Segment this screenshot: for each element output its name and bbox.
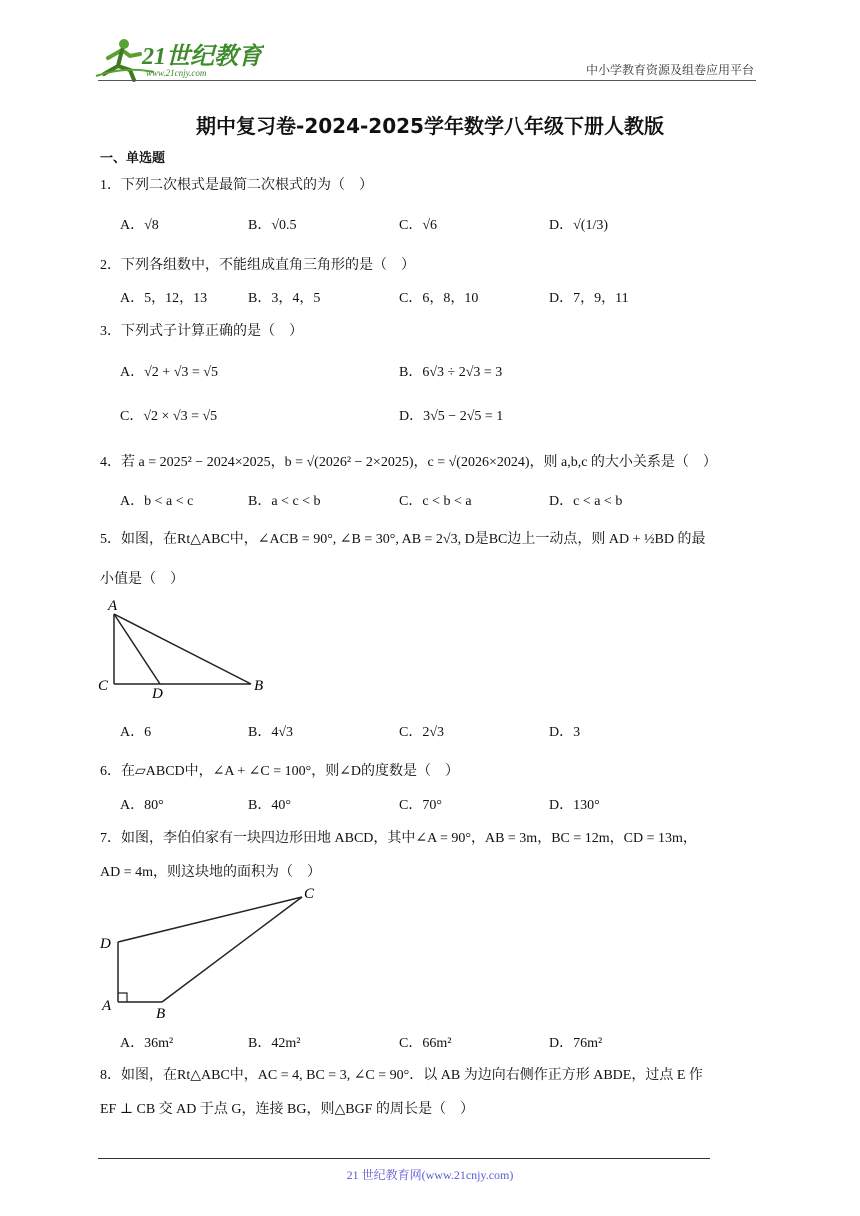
question-5-stem-line1: 5．如图，在Rt△ABC中，∠ACB = 90°, ∠B = 30°, AB = 2√3, D是BC边上一动点，则 AD + ½BD 的最 (100, 532, 706, 547)
question-7-option-d[interactable]: D．76m² (549, 1036, 603, 1051)
fig7-label-c: C (304, 886, 315, 902)
question-2-option-a[interactable]: A．5，12，13 (120, 291, 208, 306)
question-6-option-b[interactable]: B．40° (248, 798, 291, 813)
question-2-option-c[interactable]: C．6，8，10 (399, 291, 479, 306)
question-5-option-b[interactable]: B．4√3 (248, 725, 294, 740)
fig5-label-d: D (152, 686, 163, 700)
question-3-option-b[interactable]: B．6√3 ÷ 2√3 = 3 (399, 365, 503, 380)
fig5-label-c: C (98, 678, 109, 694)
question-3-option-a[interactable]: A．√2 + √3 = √5 (120, 365, 218, 380)
question-5-option-c[interactable]: C．2√3 (399, 725, 445, 740)
site-logo (94, 36, 264, 82)
question-2-option-b[interactable]: B．3，4，5 (248, 291, 321, 306)
question-3-stem: 3．下列式子计算正确的是（ ） (100, 324, 303, 339)
question-6-option-c[interactable]: C．70° (399, 798, 442, 813)
question-5-option-a[interactable]: A．6 (120, 725, 152, 740)
header-divider (98, 80, 756, 81)
footer-divider (98, 1158, 710, 1159)
question-6-stem: 6．在▱ABCD中，∠A + ∠C = 100°，则∠D的度数是（ ） (100, 764, 460, 779)
question-7-option-a[interactable]: A．36m² (120, 1036, 174, 1051)
question-2-option-d[interactable]: D．7，9，11 (549, 291, 629, 306)
question-1-stem: 1．下列二次根式是最简二次根式的为（ ） (100, 178, 373, 193)
logo-url: www.21cnjy.com (146, 68, 207, 78)
question-6-option-a[interactable]: A．80° (120, 798, 164, 813)
question-7-stem-line2: AD = 4m，则这块地的面积为（ ） (100, 865, 322, 880)
fig7-label-d: D (100, 936, 111, 952)
question-3-option-c[interactable]: C．√2 × √3 = √5 (120, 409, 218, 424)
question-1-option-a[interactable]: A．√8 (120, 218, 159, 233)
fig5-label-a: A (108, 598, 118, 614)
question-2-stem: 2．下列各组数中，不能组成直角三角形的是（ ） (100, 258, 415, 273)
section-heading: 一、单选题 (100, 151, 166, 166)
question-7-stem-line1: 7．如图，李伯伯家有一块四边形田地 ABCD，其中∠A = 90°，AB = 3m，BC = 12m，CD = 13m， (100, 831, 697, 846)
logo-text: 21世纪教育 (142, 44, 262, 70)
question-8-stem-line2: EF ⊥ CB 交 AD 于点 G，连接 BG，则△BGF 的周长是（ ） (100, 1102, 474, 1117)
question-8-stem-line1: 8．如图，在Rt△ABC中，AC = 4, BC = 3, ∠C = 90°．以 AB 为边向右侧作正方形 ABDE，过点 E 作 (100, 1068, 703, 1083)
question-1-option-b[interactable]: B．√0.5 (248, 218, 297, 233)
fig7-label-b: B (156, 1006, 166, 1020)
question-4-option-b[interactable]: B．a < c < b (248, 494, 321, 509)
question-3-option-d[interactable]: D．3√5 − 2√5 = 1 (399, 409, 504, 424)
question-7-figure (96, 880, 326, 1020)
fig5-label-b: B (254, 678, 264, 694)
question-4-option-d[interactable]: D．c < a < b (549, 494, 623, 509)
question-1-option-c[interactable]: C．√6 (399, 218, 438, 233)
question-6-option-d[interactable]: D．130° (549, 798, 600, 813)
fig7-label-a: A (102, 998, 112, 1014)
question-5-option-d[interactable]: D．3 (549, 725, 581, 740)
question-5-stem-line2: 小值是（ ） (100, 572, 184, 587)
question-1-option-d[interactable]: D．√(1/3) (549, 218, 609, 233)
question-4-option-a[interactable]: A．b < a < c (120, 494, 194, 509)
question-5-figure (96, 594, 276, 700)
question-4-option-c[interactable]: C．c < b < a (399, 494, 472, 509)
page-title: 期中复习卷-2024-2025学年数学八年级下册人教版 (196, 114, 664, 138)
footer-text[interactable]: 21 世纪教育网(www.21cnjy.com) (346, 1168, 514, 1182)
question-7-option-b[interactable]: B．42m² (248, 1036, 301, 1051)
right-angle-mark (118, 993, 127, 1002)
site-name: 中小学教育资源及组卷应用平台 (585, 63, 754, 77)
question-7-option-c[interactable]: C．66m² (399, 1036, 452, 1051)
question-4-stem: 4．若 a = 2025² − 2024×2025，b = √(2026² − 2×2025)，c = √(2026×2024)，则 a,b,c 的大小关系是（ ） (100, 455, 717, 470)
